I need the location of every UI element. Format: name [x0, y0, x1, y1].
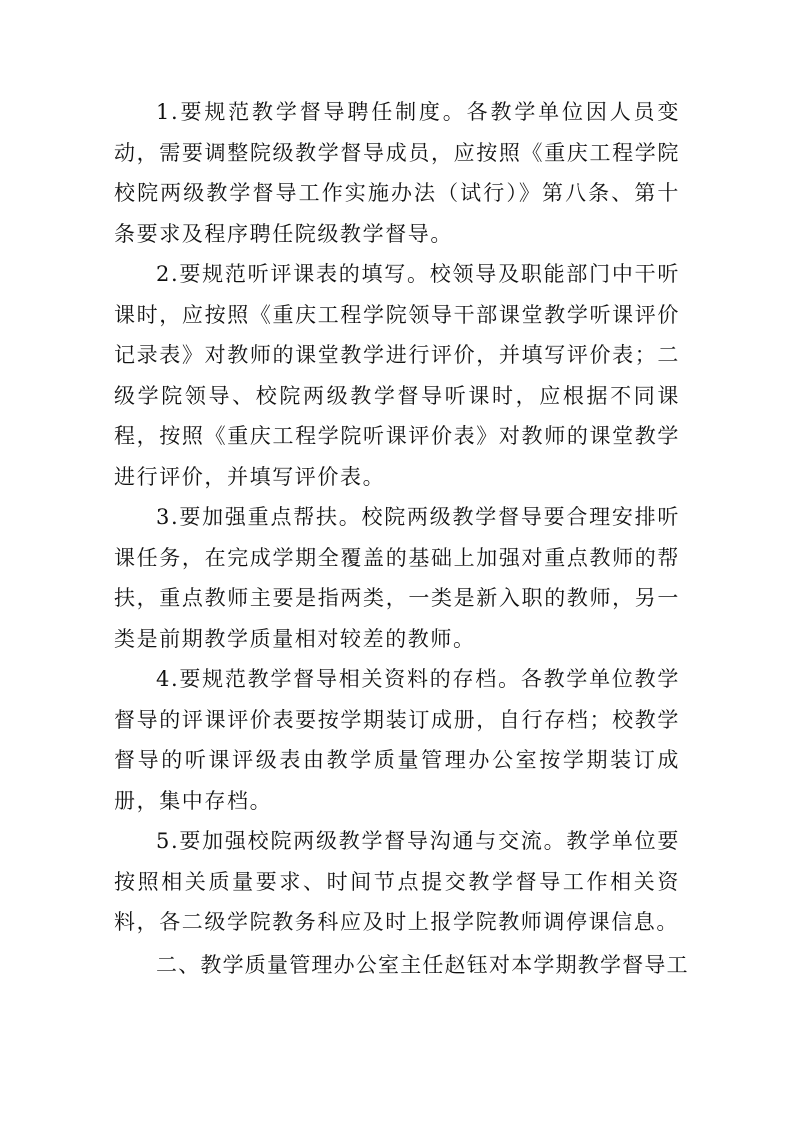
paragraph-2: 2.要规范听评课表的填写。校领导及职能部门中干听课时，应按照《重庆工程学院领导干部课堂教学听课评价记录表》对教师的课堂教学进行评价，并填写评价表；二级学院领导、校院两级教学督导听课时，应根据不同课程，按照《重庆工程学院听课评价表》对教师的课堂教学进行评价，并填写评价表。: [114, 262, 680, 489]
paragraph-1: 1.要规范教学督导聘任制度。各教学单位因人员变动，需要调整院级教学督导成员，应按照《重庆工程学院校院两级教学督导工作实施办法（试行）》第八条、第十条要求及程序聘任院级教学督导。: [114, 100, 680, 246]
paragraph-5: 5.要加强校院两级教学督导沟通与交流。教学单位要按照相关质量要求、时间节点提交教学督导工作相关资料，各二级学院教务科应及时上报学院教师调停课信息。: [114, 829, 680, 934]
paragraph-4: 4.要规范教学督导相关资料的存档。各教学单位教学督导的评课评价表要按学期装订成册，自行存档；校教学督导的听课评级表由教学质量管理办公室按学期装订成册，集中存档。: [114, 667, 680, 813]
paragraph-3: 3.要加强重点帮扶。校院两级教学督导要合理安排听课任务，在完成学期全覆盖的基础上加强对重点教师的帮扶，重点教师主要是指两类，一类是新入职的教师，另一类是前期教学质量相对较差的教师。: [114, 505, 680, 651]
section-heading: 二、教学质量管理办公室主任赵钰对本学期教学督导工: [156, 952, 689, 977]
document-body: [114, 92, 689, 985]
